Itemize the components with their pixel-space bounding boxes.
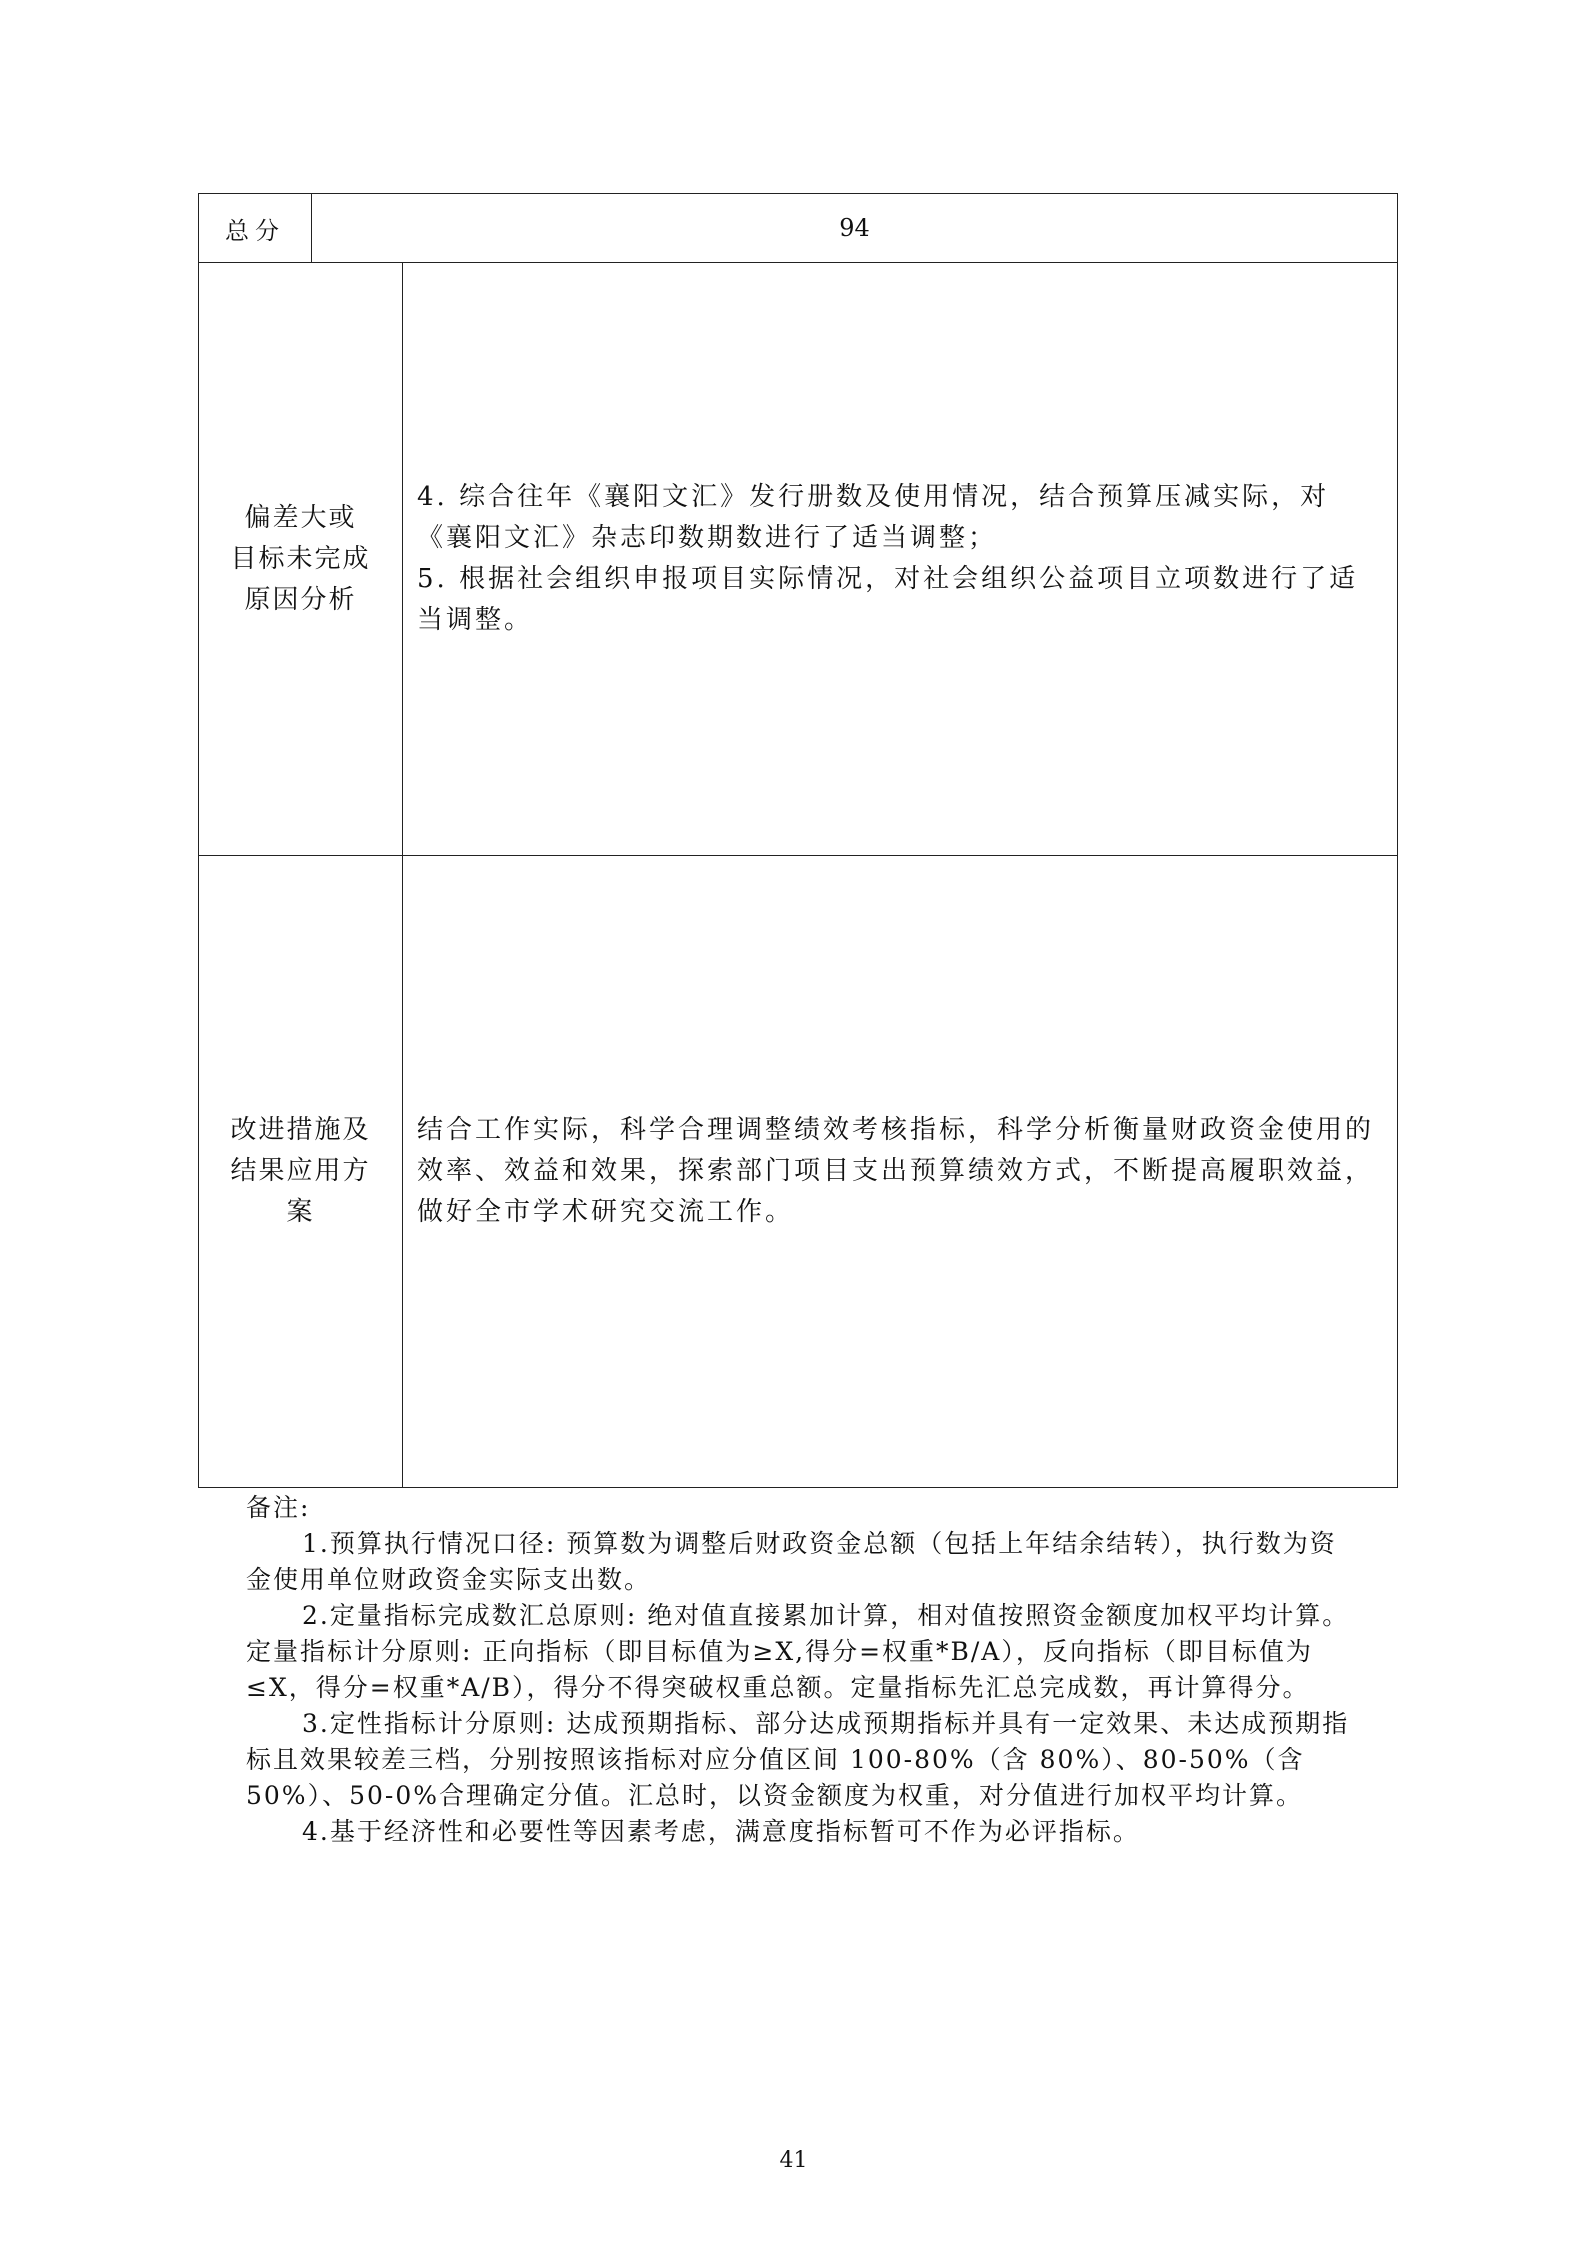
- deviation-label-line-2: 目标未完成: [230, 543, 371, 574]
- total-score-table: [198, 193, 1398, 263]
- note-item-2: 2.定量指标完成数汇总原则: 绝对值直接累加计算，相对值按照资金额度加权平均计算。定量指标计分原则: 正向指标（即目标值为≥X,得分=权重*B/A），反向指标（即目标值为≤X，得分=权重*A/B），得分不得突破权重总额。定量指标先汇总完成数，再计算得分。: [246, 1601, 1350, 1702]
- improvement-content: [403, 855, 1397, 1487]
- deviation-paragraph-5: 5. 根据社会组织申报项目实际情况，对社会组织公益项目立项数进行了适当调整。: [417, 564, 1359, 635]
- deviation-analysis-content: [403, 263, 1397, 855]
- deviation-analysis-label: [199, 263, 403, 855]
- note-item-4: 4.基于经济性和必要性等因素考虑，满意度指标暂可不作为必评指标。: [302, 1817, 1140, 1846]
- evaluation-table: [198, 263, 1398, 1488]
- note-item-3: 3.定性指标计分原则: 达成预期指标、部分达成预期指标并具有一定效果、未达成预期指标且效果较差三档，分别按照该指标对应分值区间 100-80%（含 80%）、80-50%（含 50%）、50-0%合理确定分值。汇总时，以资金额度为权重，对分值进行加权平均计算。: [246, 1709, 1350, 1810]
- total-score-label: 总分: [199, 194, 312, 262]
- page-number: 41: [779, 2148, 808, 2173]
- deviation-label-line-3: 原因分析: [244, 584, 357, 615]
- notes-section: [246, 1490, 1356, 1850]
- note-item-1: 1.预算执行情况口径: 预算数为调整后财政资金总额（包括上年结余结转），执行数为资金使用单位财政资金实际支出数。: [246, 1529, 1337, 1594]
- improvement-label-line-2: 结果应用方: [230, 1155, 371, 1186]
- notes-title: 备注:: [246, 1493, 311, 1522]
- total-score-value: 94: [839, 214, 870, 242]
- deviation-paragraph-4: 4. 综合往年《襄阳文汇》发行册数及使用情况，结合预算压减实际，对《襄阳文汇》杂志印数期数进行了适当调整；: [417, 482, 1330, 553]
- deviation-analysis-row: [199, 263, 1397, 856]
- improvement-label: [199, 855, 403, 1487]
- improvement-text: 结合工作实际，科学合理调整绩效考核指标，科学分析衡量财政资金使用的效率、效益和效果，探索部门项目支出预算绩效方式，不断提高履职效益，做好全市学术研究交流工作。: [417, 1114, 1375, 1227]
- deviation-label-line-1: 偏差大或: [244, 502, 357, 533]
- improvement-row: [199, 855, 1397, 1487]
- improvement-label-line-3: 案: [286, 1196, 315, 1227]
- improvement-label-line-1: 改进措施及: [230, 1114, 371, 1145]
